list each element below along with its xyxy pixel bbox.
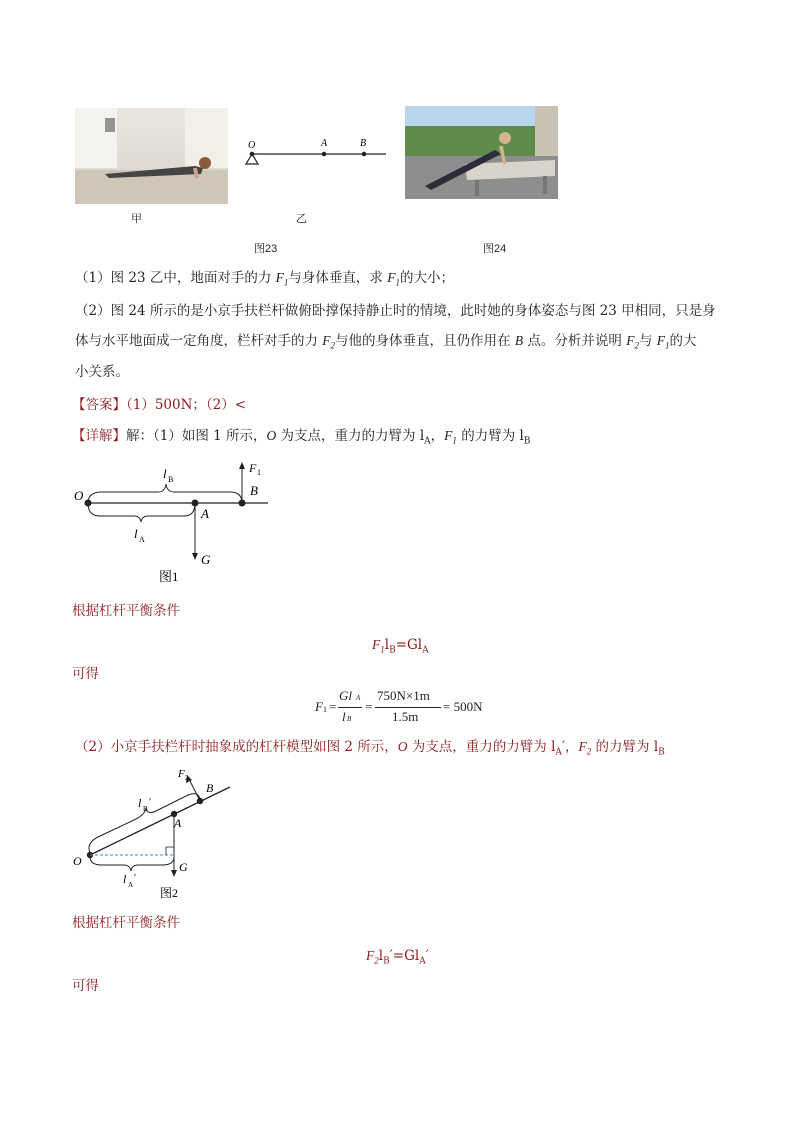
step2-condition: 根据杠杆平衡条件	[72, 915, 180, 931]
fig23-caption: 图23	[254, 243, 278, 255]
fig24-caption: 图24	[483, 243, 507, 255]
photo-bench-pushup	[405, 106, 558, 199]
lever-label-b: B	[360, 138, 367, 149]
fig2-label-f: F	[178, 768, 185, 780]
part2-line: （2）小京手扶栏杆时抽象成的杠杆模型如图 2 所示，O 为支点，重力的力臂为 $l_A'$，$F_2$ 的力臂为 $l_B$	[75, 739, 665, 758]
fig2-label-g: G	[179, 860, 188, 874]
detail-label: 【详解】	[72, 428, 126, 444]
figure-2	[70, 765, 240, 905]
answer-line	[72, 395, 246, 415]
question-1: （1）图 23 乙中，地面对手的力 $F_1$与身体垂直，求 $F_1$的大小；	[75, 270, 454, 288]
fig2-label-f-sub: 2	[185, 774, 189, 782]
step1-condition: 根据杠杆平衡条件	[72, 603, 180, 619]
fig1-label-f-sub: 1	[257, 468, 261, 477]
fig2-label-lb-sub: B	[143, 805, 148, 813]
answer-label: 【答案】	[72, 397, 126, 413]
fig2-label-a: A	[174, 816, 182, 830]
fig1-label-g: G	[201, 552, 211, 567]
fig1-label-o: O	[74, 488, 84, 503]
fig2-label-b: B	[206, 781, 214, 795]
fig1-label-la-sub: A	[139, 535, 145, 544]
detail-line: 【详解】解：（1）如图 1 所示，O 为支点，重力的力臂为 $l_A$，$F_1$ 的力臂为 $l_B$	[72, 428, 531, 447]
lever-diagram-yi	[240, 132, 390, 172]
fig2-label-lb-prime: ′	[149, 797, 152, 808]
fig2-label-lb: l	[138, 796, 142, 810]
step2-then: 可得	[72, 978, 99, 994]
fig1-label-b: B	[250, 483, 258, 498]
question-2-line-3: 小关系。	[75, 364, 129, 380]
answer-text: （1）500N；（2）<	[126, 397, 247, 413]
fig2-label-la-prime: ′	[134, 873, 137, 884]
fig2-caption: 图2	[160, 886, 179, 900]
fig1-label-a: A	[201, 506, 209, 521]
label-jia: 甲	[131, 213, 142, 225]
fig1-caption: 图1	[159, 569, 179, 584]
fig2-label-la: l	[123, 872, 127, 886]
lever-label-o: O	[248, 140, 256, 151]
lever-label-a: A	[321, 138, 328, 149]
step1-then: 可得	[72, 666, 99, 682]
fig1-label-lb-sub: B	[168, 475, 174, 484]
photo-floor-pushup	[75, 108, 228, 204]
question-2-line-2: 体与水平地面成一定角度，栏杆对手的力 $F_2$与他的身体垂直，且仍作用在 B 点。分析并说明 $F_2$与 $F_1$的大	[75, 333, 697, 351]
figure-1	[70, 460, 280, 590]
step2-equation: $F_2l_B'=Gl_A'$	[366, 948, 429, 967]
fig1-label-lb: l	[163, 466, 167, 481]
label-yi: 乙	[296, 213, 307, 225]
question-2-line-1: （2）图 24 所示的是小京手扶栏杆做俯卧撑保持静止时的情境，此时她的身体姿态与图 23 甲相同，只是身	[75, 303, 716, 319]
formula-1: F 1 = Gl A l B = 750N×1m 1.5m = 500N	[315, 688, 483, 724]
step1-equation: $F_1l_B=Gl_A$	[372, 637, 429, 656]
fig2-label-o: O	[73, 854, 82, 868]
fig1-label-f: F	[249, 461, 257, 475]
fig1-label-la: l	[134, 526, 138, 541]
fig2-label-la-sub: A	[128, 881, 134, 889]
